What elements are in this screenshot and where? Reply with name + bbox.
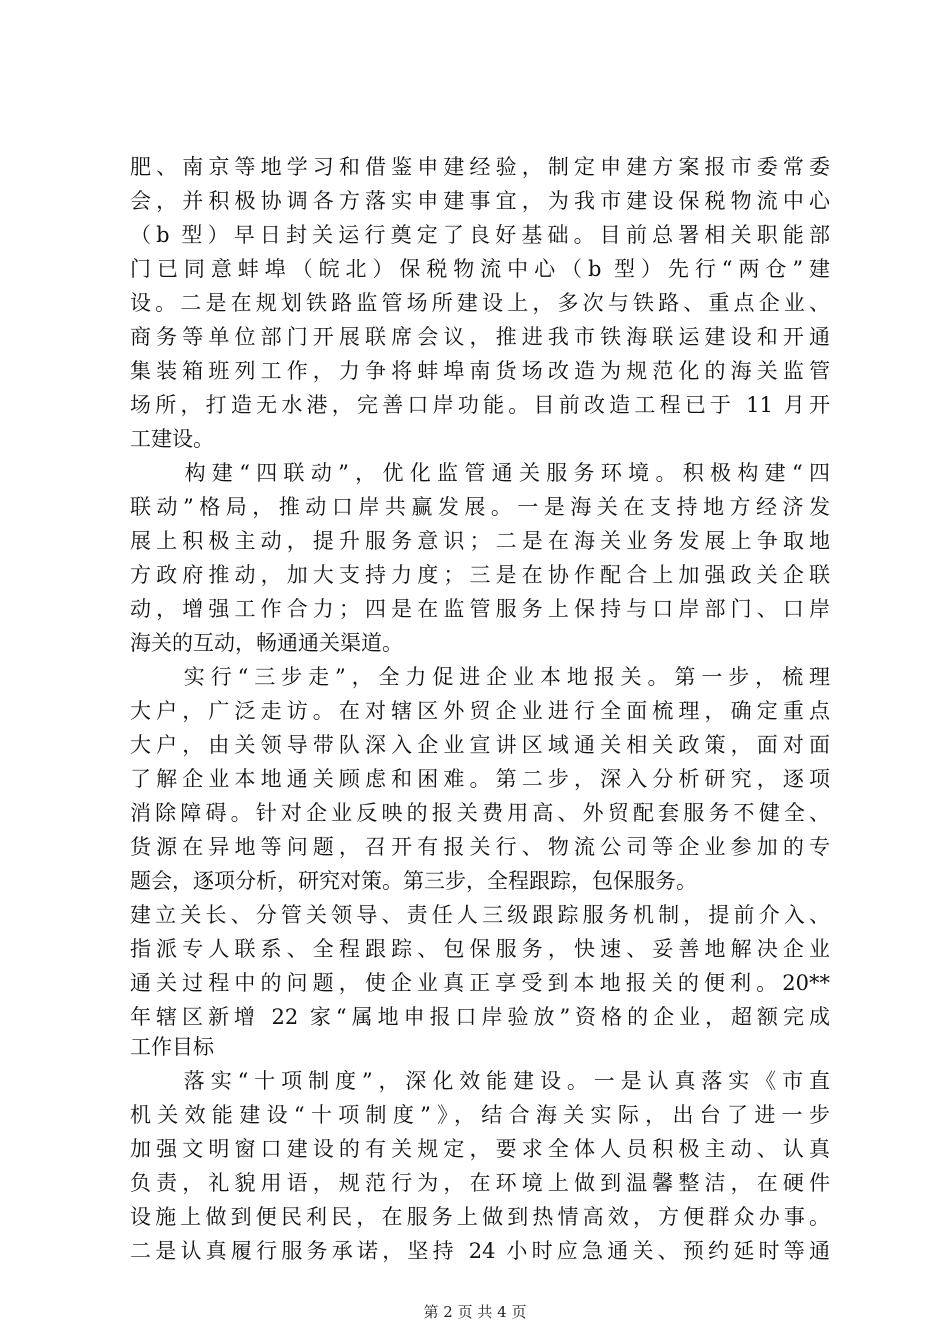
- text-line: （b 型）早日封关运行奠定了良好基础。目前总署相关职能部: [130, 223, 830, 247]
- text-line: 方政府推动，加大支持力度；三是在协作配合上加强政关企联: [130, 563, 830, 587]
- text-line: 展上积极主动，提升服务意识；二是在海关业务发展上争取地: [130, 529, 830, 553]
- text-line: 加强文明窗口建设的有关规定，要求全体人员积极主动、认真: [130, 1137, 830, 1161]
- text-line: 二是认真履行服务承诺，坚持 24 小时应急通关、预约延时等通: [130, 1239, 830, 1263]
- text-line: 大户，广泛走访。在对辖区外贸企业进行全面梳理，确定重点: [130, 699, 830, 723]
- text-line: 机关效能建设“十项制度”》，结合海关实际，出台了进一步: [130, 1103, 830, 1127]
- text-line: 工建设。: [130, 427, 214, 451]
- paragraph-start-line: 构建“四联动”，优化监管通关服务环境。积极构建“四: [130, 461, 830, 485]
- text-line: 指派专人联系、全程跟踪、包保服务，快速、妥善地解决企业: [130, 937, 830, 961]
- text-line: 消除障碍。针对企业反映的报关费用高、外贸配套服务不健全、: [130, 801, 830, 825]
- text-line: 会，并积极协调各方落实申建事宜，为我市建设保税物流中心: [130, 189, 830, 213]
- text-line: 动，增强工作合力；四是在监管服务上保持与口岸部门、口岸: [130, 597, 830, 621]
- text-line: 货源在异地等问题，召开有报关行、物流公司等企业参加的专: [130, 835, 830, 859]
- text-line: 联动”格局，推动口岸共赢发展。一是海关在支持地方经济发: [130, 495, 830, 519]
- text-line: 负责，礼貌用语，规范行为，在环境上做到温馨整洁，在硬件: [130, 1171, 830, 1195]
- text-line: 设施上做到便民利民，在服务上做到热情高效，方便群众办事。: [130, 1205, 830, 1229]
- text-line: 题会，逐项分析，研究对策。第三步，全程跟踪，包保服务。: [130, 869, 697, 893]
- text-line: 场所，打造无水港，完善口岸功能。目前改造工程已于 11 月开: [130, 393, 830, 417]
- text-line: 肥、南京等地学习和借鉴申建经验，制定申建方案报市委常委: [130, 155, 830, 179]
- text-line: 了解企业本地通关顾虑和困难。第二步，深入分析研究，逐项: [130, 767, 830, 791]
- paragraph-start-line: 落实“十项制度”，深化效能建设。一是认真落实《市直: [130, 1069, 830, 1093]
- text-line: 年辖区新增 22 家“属地申报口岸验放”资格的企业，超额完成: [130, 1005, 830, 1029]
- text-line: 商务等单位部门开展联席会议，推进我市铁海联运建设和开通: [130, 325, 830, 349]
- text-line: 设。二是在规划铁路监管场所建设上，多次与铁路、重点企业、: [130, 291, 830, 315]
- text-line: 大户，由关领导带队深入企业宣讲区域通关相关政策，面对面: [130, 733, 830, 757]
- text-line: 门已同意蚌埠（皖北）保税物流中心（b 型）先行“两仓”建: [130, 257, 830, 281]
- text-line: 海关的互动，畅通通关渠道。: [130, 631, 403, 655]
- text-line: 建立关长、分管关领导、责任人三级跟踪服务机制，提前介入、: [130, 903, 830, 927]
- page-number-footer: 第 2 页 共 4 页: [423, 1303, 527, 1321]
- text-line: 通关过程中的问题，使企业真正享受到本地报关的便利。20**: [130, 971, 830, 995]
- text-line: 工作目标: [130, 1035, 214, 1059]
- text-line: 集装箱班列工作，力争将蚌埠南货场改造为规范化的海关监管: [130, 359, 830, 383]
- paragraph-start-line: 实行“三步走”，全力促进企业本地报关。第一步，梳理: [130, 665, 830, 689]
